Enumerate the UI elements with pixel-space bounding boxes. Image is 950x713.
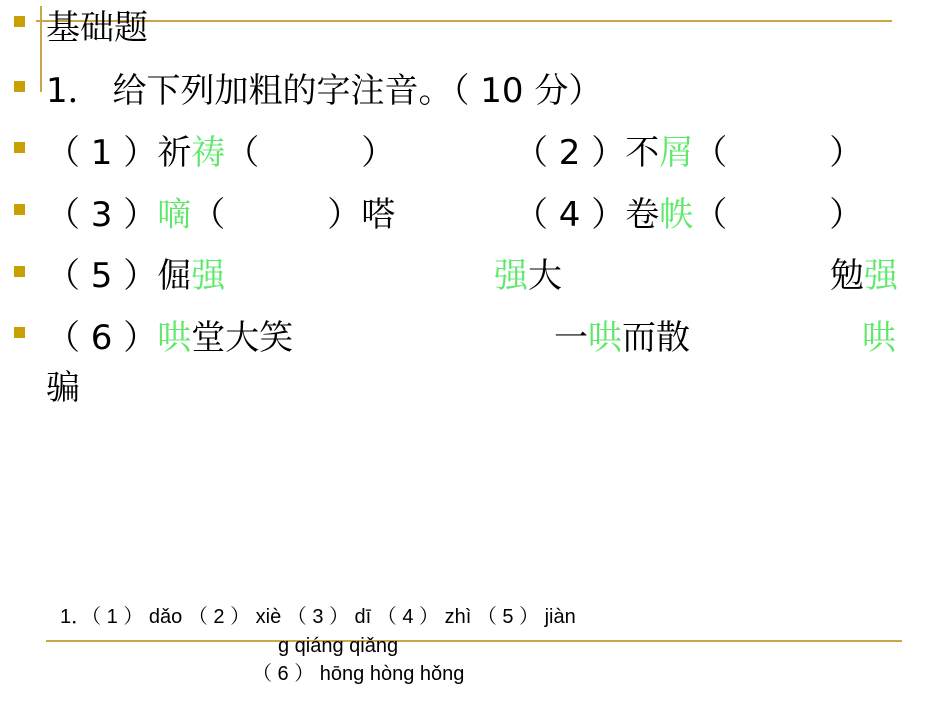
question-text: 1． 给下列加粗的字注音。（ 10 分） [46, 71, 603, 111]
item-1-highlight: 祷 [191, 133, 226, 173]
item-6a-prefix: （ 6 ） [46, 318, 158, 358]
item-5c-highlight: 强 [864, 256, 898, 296]
bullet-icon [14, 81, 25, 92]
item-5c [830, 256, 898, 296]
item-6c-char: 哄 [862, 318, 896, 358]
bottom-rule [46, 640, 902, 642]
item-3-prefix: （ 3 ） [46, 195, 158, 235]
answer-line-2: g qiáng qiǎng [278, 635, 399, 657]
item-6b-highlight: 哄 [588, 318, 622, 358]
left-rule [40, 6, 42, 92]
answer-line-1: 1．（ 1 ） dǎo （ 2 ） xiè （ 3 ） dī （ 4 ） zhì （ 5 ） jiàn [60, 606, 576, 628]
item-4 [514, 195, 863, 235]
item-6c-highlight [862, 318, 896, 358]
item-6a-suffix: 堂大笑 [191, 318, 294, 358]
item-1-blank: （ ） [225, 133, 396, 173]
item-2 [514, 133, 863, 173]
item-5b-highlight: 强 [494, 256, 528, 296]
item-3-highlight: 嘀 [157, 195, 192, 235]
item-5b [494, 256, 562, 296]
item-1-prefix: （ 1 ）祈 [46, 133, 192, 173]
item-5a-highlight: 强 [191, 256, 226, 296]
top-rule [36, 20, 892, 22]
item-3 [46, 195, 395, 235]
bullet-icon [14, 327, 25, 338]
item-6c-suffix: 骗 [46, 368, 80, 408]
item-5a [46, 256, 225, 296]
item-2-blank: （ ） [693, 133, 864, 173]
item-6b-suffix: 而散 [622, 318, 690, 358]
item-5a-prefix: （ 5 ）倔 [46, 256, 192, 296]
section-title: 基础题 [46, 8, 148, 48]
item-6b [554, 318, 690, 358]
item-1 [46, 133, 395, 173]
item-5b-suffix: 大 [528, 256, 562, 296]
bullet-icon [14, 204, 25, 215]
item-4-prefix: （ 4 ）卷 [514, 195, 660, 235]
item-2-highlight: 屑 [659, 133, 694, 173]
bullet-icon [14, 142, 25, 153]
answer-line-3: （ 6 ） hōng hòng hǒng [252, 663, 465, 685]
item-6b-prefix: 一 [554, 318, 588, 358]
item-4-highlight: 帙 [659, 195, 694, 235]
item-6a-highlight: 哄 [157, 318, 192, 358]
bullet-icon [14, 16, 25, 27]
item-4-blank: （ ） [693, 195, 864, 235]
item-6a [46, 318, 293, 358]
item-3-blank: （ ）嗒 [191, 195, 396, 235]
bullet-icon [14, 266, 25, 277]
item-2-prefix: （ 2 ）不 [514, 133, 660, 173]
item-5c-prefix: 勉 [830, 256, 864, 296]
